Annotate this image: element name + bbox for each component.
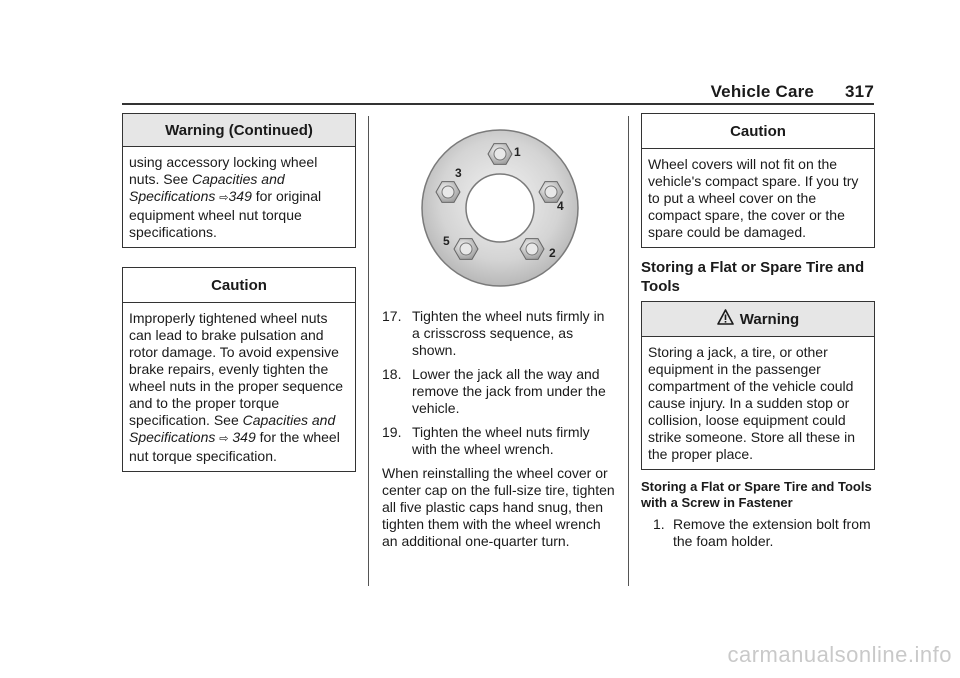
- watermark: carmanualsonline.info: [727, 642, 952, 667]
- nut-label-1: 1: [514, 145, 521, 159]
- warning-triangle-icon: [717, 309, 734, 329]
- warning-continued-box: [122, 113, 356, 248]
- step-number: 19.: [382, 424, 402, 440]
- reinstall-paragraph: When reinstalling the wheel cover or center cap on the full-size tire, tighten all five plastic caps hand snug, then tighten them with the wheel wrench an additional one-quarter turn.: [382, 465, 615, 549]
- warning-body-right: Storing a jack, a tire, or other equipment in the passenger compartment of the vehicle could cause injury. In a sudden stop or collision, loose equipment could strike someone. Store all these in the proper place.: [648, 344, 855, 462]
- column-divider-2: [628, 116, 629, 586]
- step-19: [382, 424, 616, 458]
- xref-page[interactable]: 349: [228, 188, 252, 204]
- caution-title-right: Caution: [642, 114, 874, 149]
- step-text: Tighten the wheel nuts firmly in a crisscross sequence, as shown.: [412, 308, 605, 358]
- warning-title-text: Warning: [739, 310, 800, 328]
- caution-body-left: [123, 303, 355, 471]
- middle-column-text: [382, 308, 616, 550]
- page-header: [711, 82, 874, 102]
- warning-box-right: [641, 301, 875, 470]
- nut-label-4: 4: [557, 199, 564, 213]
- xref-arrow-icon-2: ⇨: [219, 433, 229, 445]
- nut-label-3: 3: [455, 166, 462, 180]
- step-17: [382, 308, 616, 359]
- warning-text-1: using accessory locking wheel nuts. See: [129, 154, 318, 187]
- caution-box-left: [122, 267, 356, 472]
- section-heading-container: [641, 258, 873, 296]
- xref-capacities-link[interactable]: Capacities and Specifications: [129, 171, 285, 204]
- caution-box-right: [641, 113, 875, 248]
- step-text: Tighten the wheel nuts firmly with the wheel wrench.: [412, 424, 590, 457]
- section-title: Vehicle Care: [710, 82, 815, 101]
- page-number: 317: [845, 82, 874, 101]
- caution-title-left: Caution: [123, 268, 355, 303]
- step-number: 18.: [382, 366, 402, 382]
- wheel-nut-diagram: [418, 126, 588, 288]
- warning-text-2: for original equipment wheel nut torque specifications.: [129, 188, 322, 240]
- right-steps: [653, 516, 873, 557]
- xref-page-2[interactable]: 349: [232, 429, 256, 445]
- warning-continued-title: Warning (Continued): [123, 114, 355, 147]
- nut-label-2: 2: [549, 246, 556, 260]
- caution-body-right: Wheel covers will not fit on the vehicle's compact spare. If you try to put a wheel cover on the compact spare, the cover or the spare could be damaged.: [648, 156, 859, 240]
- caution-text-1: Improperly tightened wheel nuts can lead to brake pulsation and rotor damage. To avoid expensive brake repairs, evenly tighten the wheel nuts in the proper sequence and to the proper torque specification. See: [129, 310, 344, 428]
- warning-continued-body: [123, 147, 355, 247]
- xref-arrow-icon: ⇨: [219, 192, 229, 204]
- step-number: 17.: [382, 308, 402, 324]
- step-18: [382, 366, 616, 417]
- step-number: 1.: [653, 516, 665, 532]
- warning-title-right: [642, 302, 874, 337]
- column-divider-1: [368, 116, 369, 586]
- sub-heading: Storing a Flat or Spare Tire and Tools with a Screw in Fastener: [641, 479, 872, 510]
- header-rule: [122, 103, 874, 105]
- caution-text-2: for the wheel nut torque specification.: [129, 429, 340, 464]
- step-text: Remove the extension bolt from the foam holder.: [673, 516, 871, 549]
- step-1: [653, 516, 873, 550]
- section-heading: Storing a Flat or Spare Tire and Tools: [641, 259, 865, 295]
- xref-capacities-link-2[interactable]: Capacities and Specifications: [129, 412, 336, 445]
- sub-heading-container: [641, 479, 873, 511]
- nut-label-5: 5: [443, 234, 450, 248]
- step-text: Lower the jack all the way and remove the jack from under the vehicle.: [412, 366, 606, 416]
- center-hole: [466, 174, 534, 242]
